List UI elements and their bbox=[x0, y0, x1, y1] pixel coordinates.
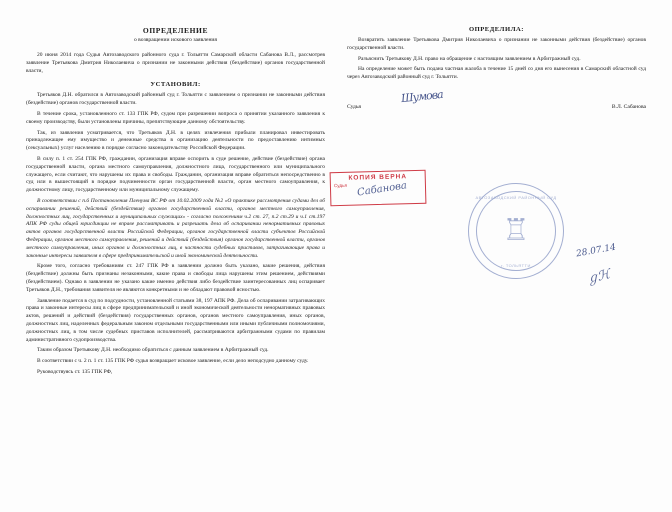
paragraph: В силу п. 1 ст. 254 ГПК РФ, гражданин, организация вправе оспорить в суде решение, действие (бездействие) органа государственной власти, органа местного самоуправления, должностного лица, государственного или муниципального служащего, если считают, что нарушены их права и свободы. Гражданин, организация вправе обратиться непосредственно в суд или в вышестоящий в порядке подчиненности орган государственной власти, орган местного самоуправления, к должностному лицу, государственному или муниципальному служащему. bbox=[26, 155, 325, 194]
paragraph: Так, из заявления усматривается, что Третьяков Д.Н. в целях извлечения прибыли планировал инвестировать принадлежащее ему имущество и денежные средства в организацию деятельности по предоставлению интимных (сексуальных) услуг населению в порядке согласно законодательству Российской Федерации. bbox=[26, 129, 325, 152]
heading-ustanovil: УСТАНОВИЛ: bbox=[150, 81, 201, 89]
eagle-emblem-icon: ♖ bbox=[502, 214, 530, 247]
heading-opredelil: ОПРЕДЕЛИЛА: bbox=[469, 26, 524, 33]
right-column bbox=[347, 26, 646, 110]
copy-stamp-signature: Сабанова bbox=[356, 180, 408, 199]
handwritten-signature: Шумова bbox=[400, 87, 444, 106]
paragraph: В течение срока, установленного ст. 133 ГПК РФ, судом при разрешении вопроса о принятии указанного заявления к своему производству, были установлены причины, препятствующие данному обстоятельству. bbox=[26, 110, 325, 125]
copy-stamp-title: КОПИЯ ВЕРНА bbox=[348, 173, 408, 182]
signature-block bbox=[347, 87, 646, 110]
paragraph: Третьяков Д.Н. обратился в Автозаводский районный суд г. Тольятти с заявлением о признании не законными действия (бездействие) органов государственной власти. bbox=[26, 92, 325, 107]
paragraph: В соответствии с ч. 2 п. 1 ст. 135 ГПК РФ судья возвращает исковое заявление, если дело неподсудно данному суду. bbox=[37, 358, 309, 365]
paragraph: Таким образом Третьякову Д.Н. необходимо обратиться с данным заявлением в Арбитражный суд. bbox=[37, 347, 269, 354]
handwritten-mark: ℊℋ bbox=[584, 267, 610, 288]
signature-name: В.Л. Сабанова bbox=[611, 103, 646, 110]
paragraph: Руководствуясь ст. 135 ГПК РФ, bbox=[37, 368, 113, 375]
copy-stamp-line: Судья bbox=[333, 182, 348, 189]
left-column bbox=[26, 26, 325, 380]
seal-bottom-text: г. ТОЛЬЯТТИ bbox=[501, 263, 531, 268]
signature-line bbox=[387, 87, 568, 110]
paragraph: Заявление подается в суд по подсудности, установленной статьями 38, 197 АПК РФ. Дела об оспаривании затрагивающих права и законные интересы лиц в сфере предпринимательской и иной экономической деятельности ненормативных правовых актов, решений и действий (бездействия) государственных органов, органов местного самоуправления, иных органов, должностных лиц, наделенных федеральным законом отдельными государственными или иными публичными полномочиями, должностных лиц, в том числе судебных приставов исполнителей, рассматриваются арбитражными судами по правилам административного судопроизводства. bbox=[26, 297, 325, 343]
document-title: ОПРЕДЕЛЕНИЕ bbox=[142, 26, 209, 35]
paragraph: Кроме того, согласно требованиям ст. 247 ГПК РФ в заявлении должно быть указано, какие решения, действия (бездействие) должны быть признаны незаконными, какие права и свободы лица нарушены этим решением, действиями (бездействием). Однако в заявлении не указано какие именно действия либо бездействие заинтересованных лиц оспаривает Третьяков Д.Н., требования заявителя не являются конкретными и не обладают правовой ясностью. bbox=[26, 263, 325, 293]
paragraph: В соответствии с п.6 Постановления Пленума ВС РФ от 10.02.2009 года №2 «О практике рассмотрения судами дел об оспаривании решений, действий (бездействия) органов государственной власти, органов местного самоуправления, должностных лиц, государственных и муниципальных служащих» - согласно положениям ч.2 ст. 27, п.2 ст.29 и ч.1 ст.197 АПК РФ суды общей юрисдикции не вправе рассматривать и разрешать дела об оспаривании ненормативных правовых актов органов государственной власти Российской Федерации, органов государственной власти субъектов Российской Федерации, органов местного самоуправления, решений и действий (бездействия) органов государственной власти, органов местного самоуправления, иных органов и должностных лиц, в частности судебных приставов, затрагивающие права и законные интересы заявителя в сфере предпринимательской и иной экономической деятельности. bbox=[26, 197, 325, 259]
official-round-seal bbox=[468, 183, 564, 279]
copy-certified-stamp bbox=[330, 170, 427, 207]
seal-top-text: АВТОЗАВОДСКИЙ РАЙОННЫЙ СУД bbox=[475, 195, 557, 200]
document-subtitle: о возвращении искового заявления bbox=[133, 37, 218, 43]
intro-paragraph: 20 июня 2014 года Судья Автозаводского районного суда г. Тольятти Самарской области Сабанова В.Л., рассмотрев заявление Третьякова Дмитрия Николаевича о признании не законными действия (бездействие) органов государственной власти, bbox=[26, 52, 325, 74]
paragraph: Разъяснить Третьякову Д.Н. право на обращение с настоящим заявлением в Арбитражный суд. bbox=[358, 55, 581, 62]
handwritten-date: 28.07.14 bbox=[575, 242, 617, 260]
paragraph: Возвратить заявление Третьякова Дмитрия Николаевича о признании не законными действия (бездействие) органов государственной власти. bbox=[347, 37, 646, 51]
signature-role: Судья bbox=[347, 103, 362, 110]
paragraph: На определение может быть подана частная жалоба в течение 15 дней со дня его вынесения в Самарский областной суд через Автозаводский районный суд г. Тольятти. bbox=[347, 66, 646, 81]
